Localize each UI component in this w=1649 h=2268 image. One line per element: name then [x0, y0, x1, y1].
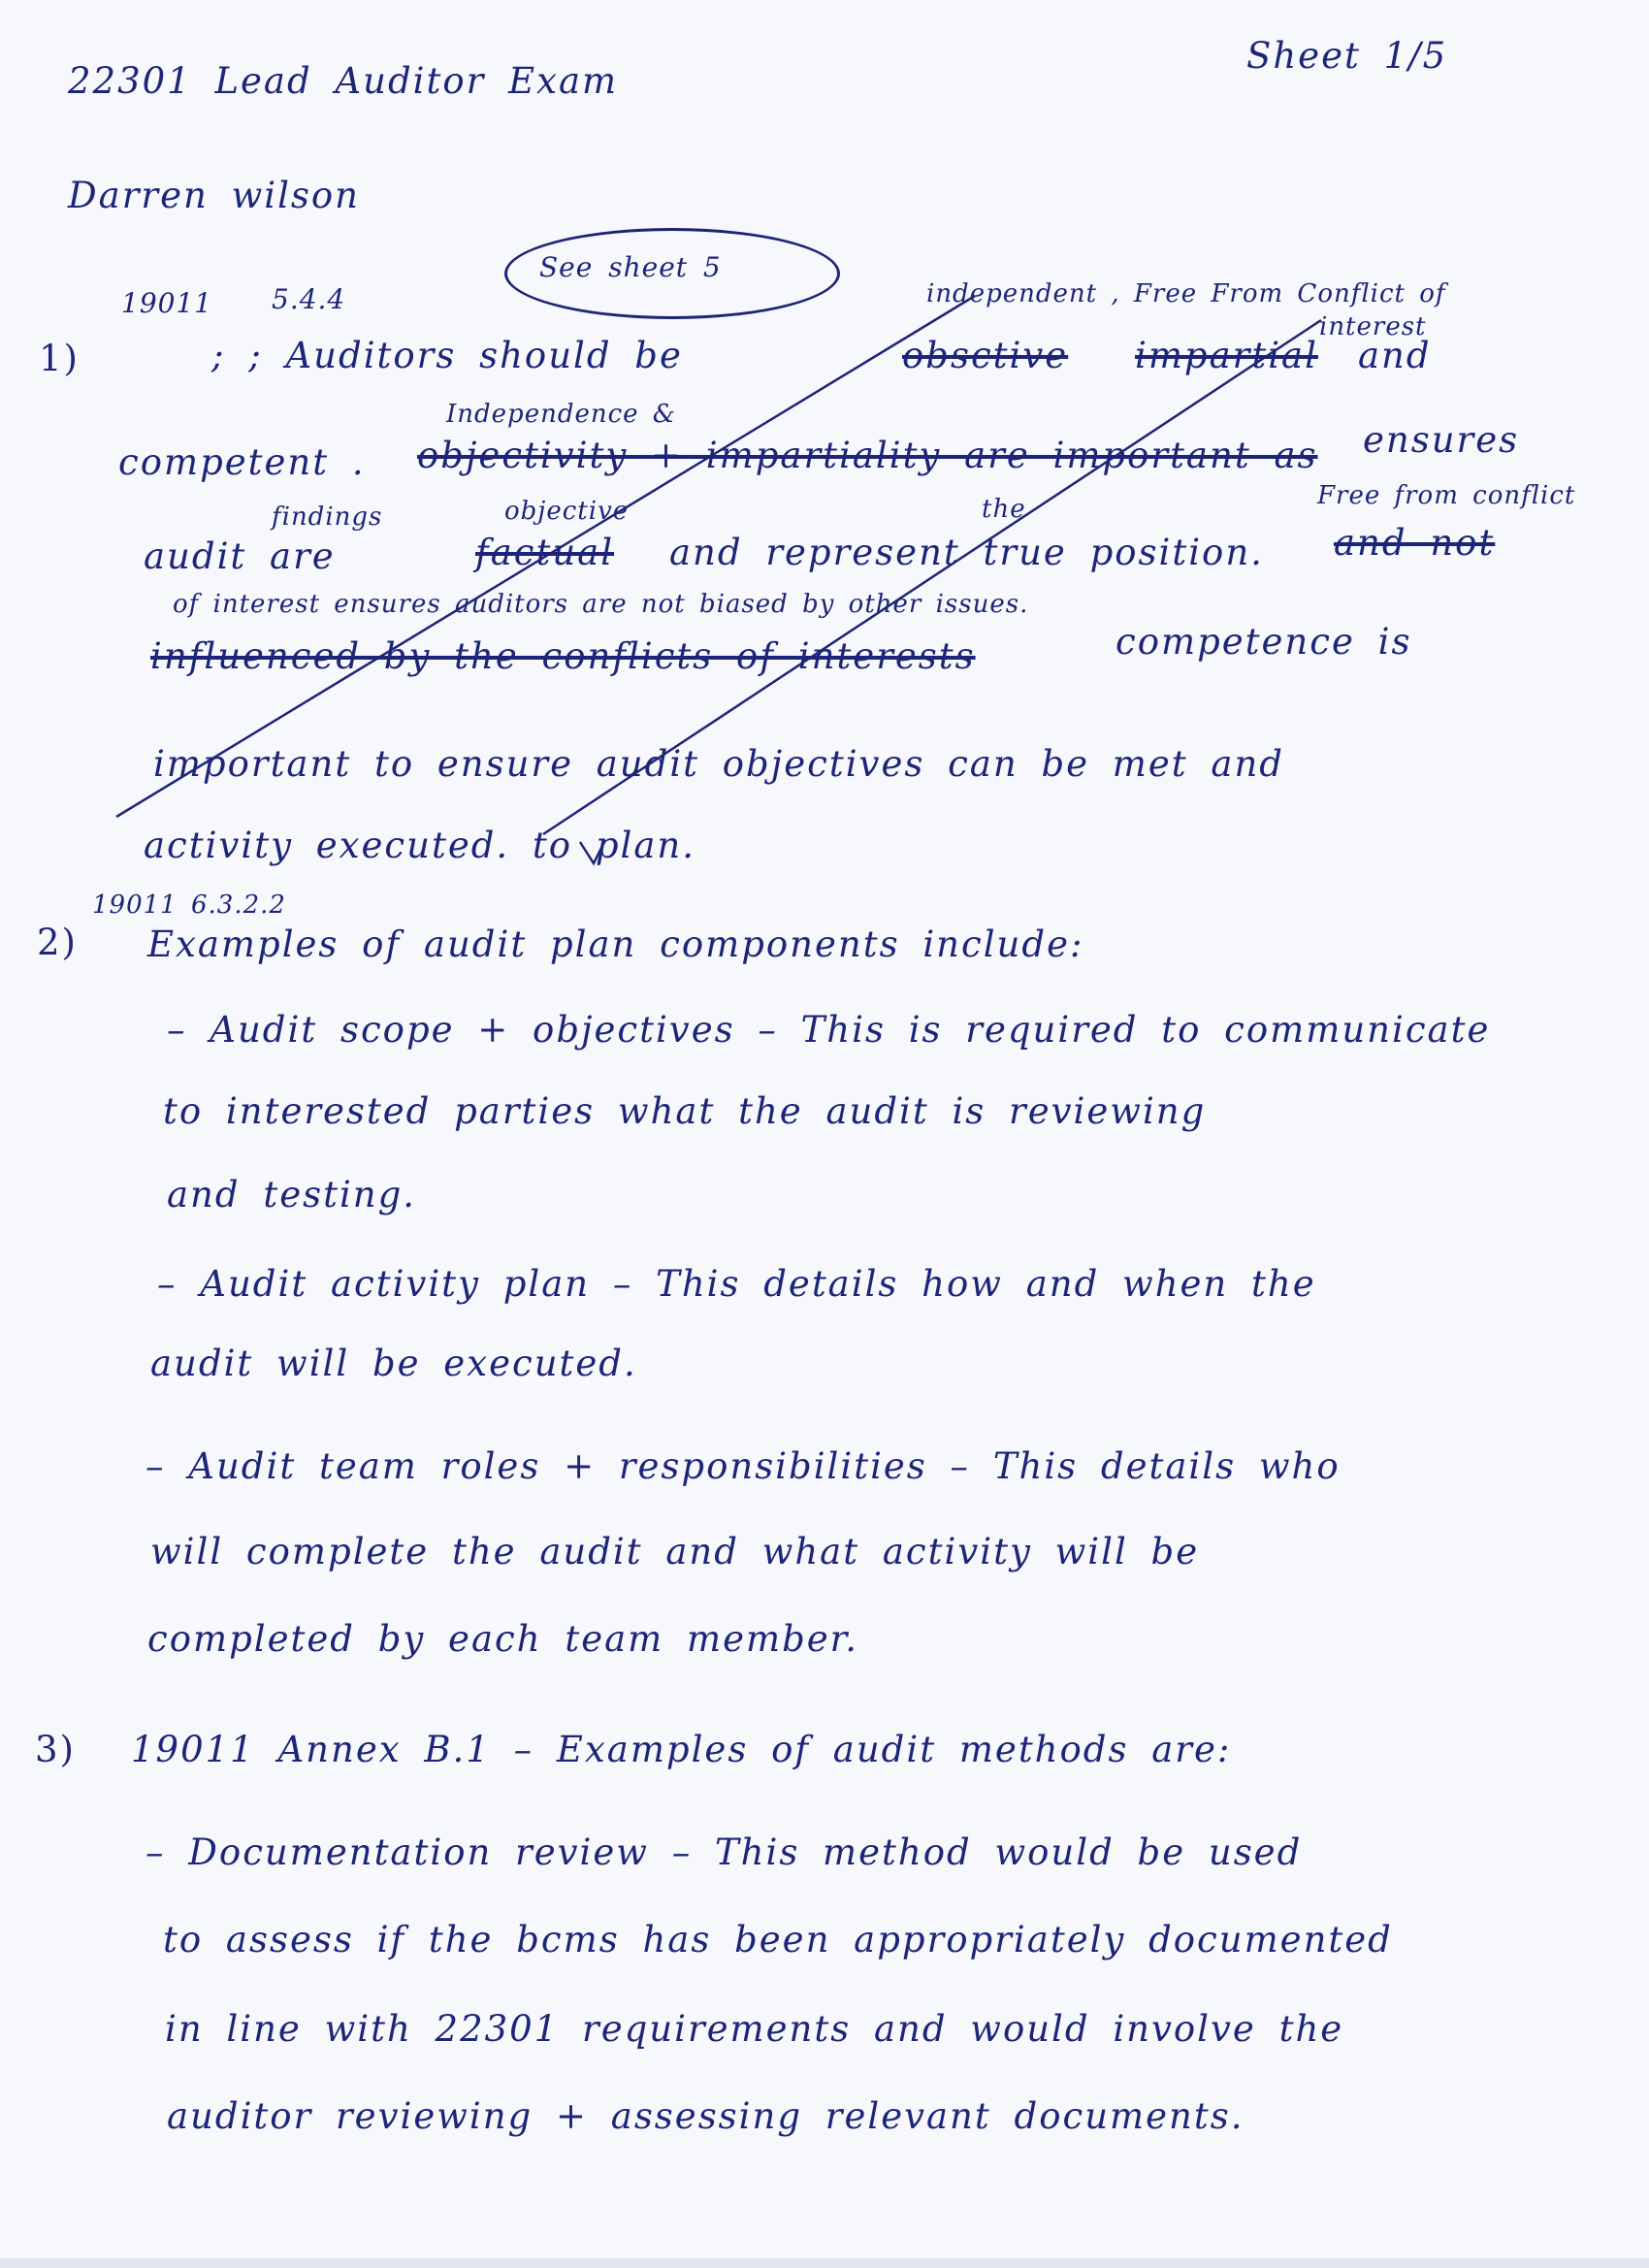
- q3-bullet-1-line-2: to assess if the bcms has been appropriately documented: [163, 1919, 1393, 1960]
- q1-line-4: of interest ensures auditors are not biased by other issues.: [173, 590, 1029, 619]
- q1-ref-standard: 19011: [121, 287, 213, 319]
- q1-insert-objective: objective: [504, 497, 630, 526]
- q1-line-3-mid: and represent true position.: [669, 532, 1264, 573]
- q1-ref-clause: 5.4.4: [272, 283, 346, 315]
- q1-line-1-struck-b: impartial: [1135, 335, 1318, 376]
- candidate-name: Darren wilson: [68, 175, 361, 216]
- q2-bullet-3-line-2: will complete the audit and what activity will be: [150, 1531, 1200, 1572]
- q2-bullet-2-line-2: audit will be executed.: [150, 1343, 637, 1384]
- q1-insert-free-from: Free from conflict: [1317, 481, 1576, 510]
- q1-line-2: competent .: [118, 441, 366, 483]
- q1-line-6: important to ensure audit objectives can be met and: [153, 743, 1284, 785]
- q1-line-7: activity executed. to plan.: [144, 825, 696, 866]
- q1-line-3-struck: factual: [475, 532, 615, 573]
- q3-bullet-1-line-3: in line with 22301 requirements and would involve the: [165, 2008, 1344, 2050]
- q1-insert-independent: independent , Free From Conflict of: [926, 279, 1446, 308]
- page-bottom-edge: [0, 2258, 1649, 2268]
- q2-bullet-1-line-3: and testing.: [167, 1174, 417, 1215]
- see-sheet-note: See sheet 5: [539, 251, 722, 283]
- q1-line-2-struck: objectivity + impartiality are important as: [417, 435, 1318, 476]
- q2-bullet-2-line-1: – Audit activity plan – This details how and when the: [157, 1263, 1316, 1305]
- q1-insert-interest: interest: [1319, 312, 1427, 341]
- q1-insert-the: the: [982, 495, 1026, 524]
- q1-line-5-struck: influenced by the conflicts of interests: [150, 635, 976, 677]
- q2-bullet-1-line-1: – Audit scope + objectives – This is required to communicate: [167, 1009, 1491, 1051]
- q1-insert-independence: Independence &: [446, 400, 676, 429]
- exam-title: 22301 Lead Auditor Exam: [68, 60, 619, 102]
- q3-bullet-1-line-4: auditor reviewing + assessing relevant documents.: [167, 2095, 1245, 2137]
- q1-line-3-struck-b: and not: [1334, 522, 1496, 564]
- q2-number: 2): [37, 922, 78, 963]
- q1-insert-findings: findings: [272, 502, 383, 532]
- q2-bullet-3-line-3: completed by each team member.: [147, 1618, 859, 1660]
- q1-line-1-struck-a: obsctive: [902, 335, 1069, 376]
- sheet-number: Sheet 1/5: [1246, 35, 1448, 77]
- q1-number: 1): [39, 338, 80, 379]
- q3-number: 3): [35, 1729, 76, 1770]
- q3-intro: 19011 Annex B.1 – Examples of audit methods are:: [131, 1729, 1232, 1770]
- q1-line-5-end: competence is: [1116, 621, 1412, 663]
- q1-line-3: audit are: [144, 535, 336, 577]
- q3-bullet-1-line-1: – Documentation review – This method would be used: [146, 1831, 1303, 1873]
- q1-line-1: ; ; Auditors should be: [211, 335, 683, 376]
- q2-bullet-3-line-1: – Audit team roles + responsibilities – This details who: [146, 1445, 1341, 1487]
- q1-line-1-end: and: [1358, 335, 1432, 376]
- q2-bullet-1-line-2: to interested parties what the audit is reviewing: [163, 1090, 1207, 1132]
- q2-intro: Examples of audit plan components include:: [147, 923, 1084, 965]
- q2-ref: 19011 6.3.2.2: [92, 891, 286, 920]
- q1-line-2-end: ensures: [1363, 419, 1520, 461]
